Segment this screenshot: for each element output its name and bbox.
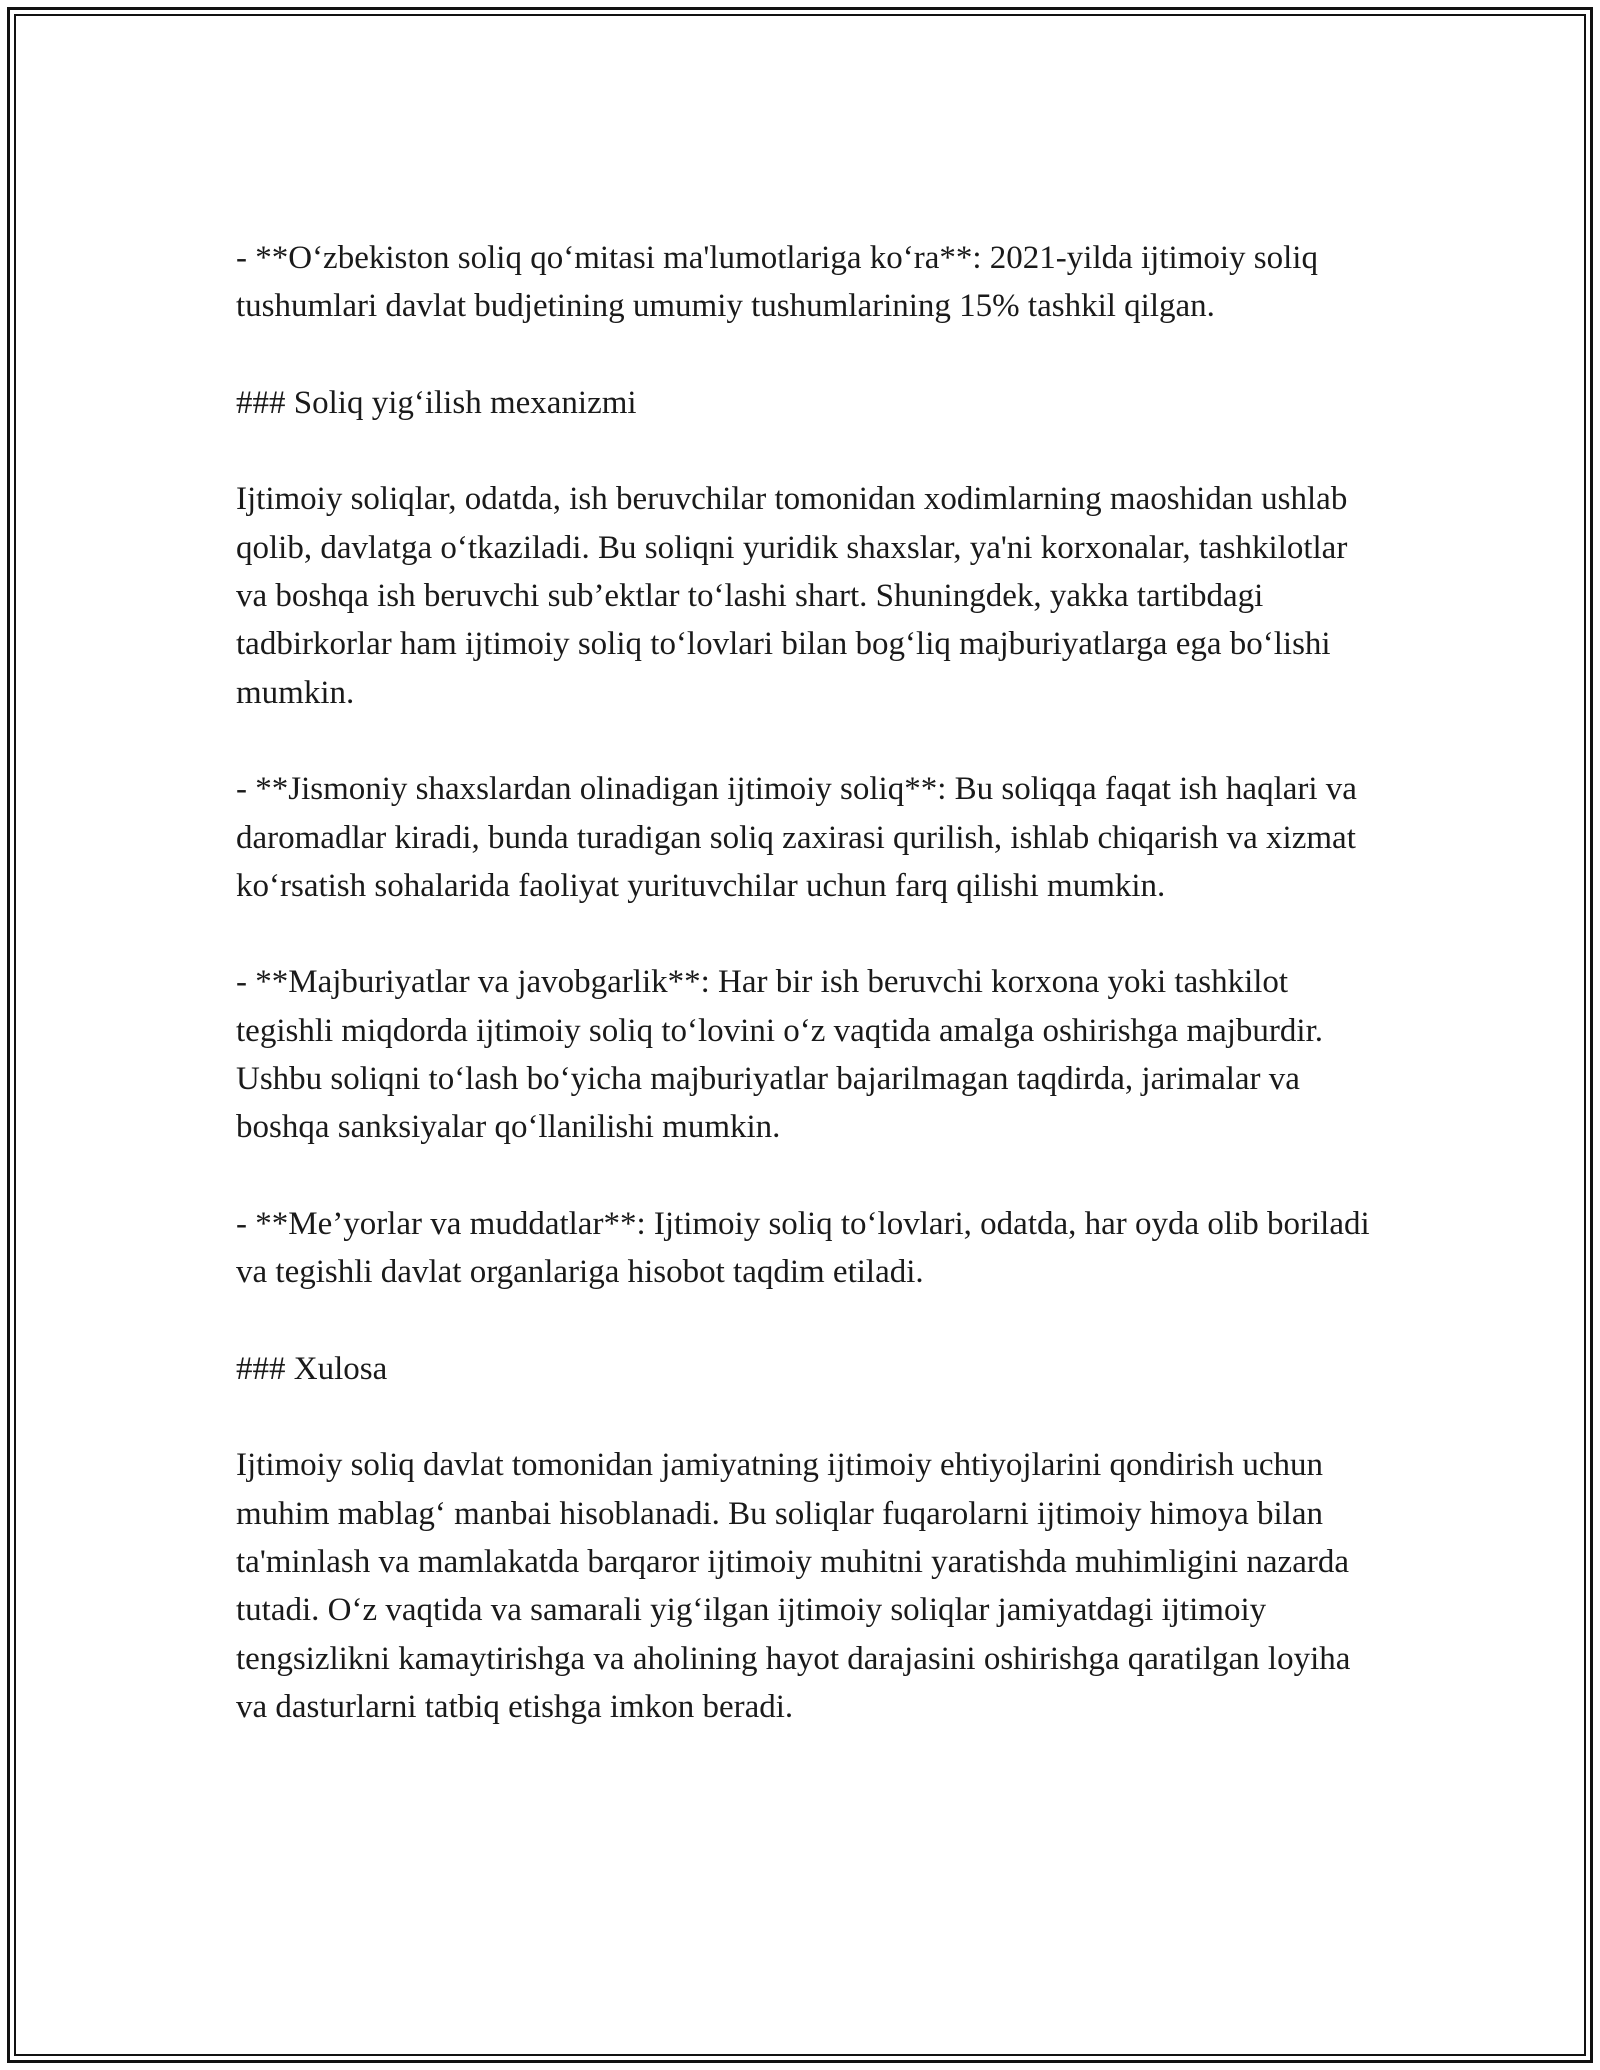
bullet-tax-committee-stat: - **O‘zbekiston soliq qo‘mitasi ma'lumotlariga ko‘ra**: 2021-yilda ijtimoiy soliq tushumlari davlat budjetining umumiy tushumlarining 15% tashkil qilgan. (236, 240, 1318, 325)
bullet-obligations-liability: - **Majburiyatlar va javobgarlik**: Har bir ish beruvchi korxona yoki tashkilot tegishli miqdorda ijtimoiy soliq to‘lovini o‘z vaqtida amalga oshirishga majburdir. Ushbu soliqni to‘lash bo‘yicha majburiyatlar bajarilmagan taqdirda, jarimalar va boshqa sanksiyalar qo‘llanilishi mumkin. (236, 964, 1324, 1146)
bullet-norms-deadlines: - **Me’yorlar va muddatlar**: Ijtimoiy soliq to‘lovlari, odatda, har oyda olib boriladi va tegishli davlat organlariga hisobot taqdim etiladi. (236, 1205, 1370, 1291)
paragraph-collection-mechanism: Ijtimoiy soliqlar, odatda, ish beruvchilar tomonidan xodimlarning maoshidan ushlab qolib, davlatga o‘tkaziladi. Bu soliqni yuridik shaxslar, ya'ni korxonalar, tashkilotlar va boshqa ish beruvchi sub’ektlar to‘lashi shart. Shuningdek, yakka tartibdagi tadbirkorlar ham ijtimoiy soliq to‘lovlari bilan bog‘liq majburiyatlarga ega bo‘lishi mumkin. (236, 481, 1348, 711)
heading-collection-mechanism: ### Soliq yig‘ilish mexanizmi (236, 384, 637, 421)
bullet-individual-social-tax: - **Jismoniy shaxslardan olinadigan ijtimoiy soliq**: Bu soliqqa faqat ish haqlari va daromadlar kiradi, bunda turadigan soliq zaxirasi qurilish, ishlab chiqarish va xizmat ko‘rsatish sohalarida faoliyat yurituvchilar uchun farq qilishi mumkin. (236, 771, 1357, 904)
document-body (236, 234, 1376, 1731)
paragraph-conclusion: Ijtimoiy soliq davlat tomonidan jamiyatning ijtimoiy ehtiyojlarini qondirish uchun muhim mablag‘ manbai hisoblanadi. Bu soliqlar fuqarolarni ijtimoiy himoya bilan ta'minlash va mamlakatda barqaror ijtimoiy muhitni yaratishda muhimligini nazarda tutadi. O‘z vaqtida va samarali yig‘ilgan ijtimoiy soliqlar jamiyatdagi ijtimoiy tengsizlikni kamaytirishga va aholining hayot darajasini oshirishga qaratilgan loyiha va dasturlarni tatbiq etishga imkon beradi. (236, 1447, 1351, 1725)
heading-conclusion: ### Xulosa (236, 1350, 388, 1387)
